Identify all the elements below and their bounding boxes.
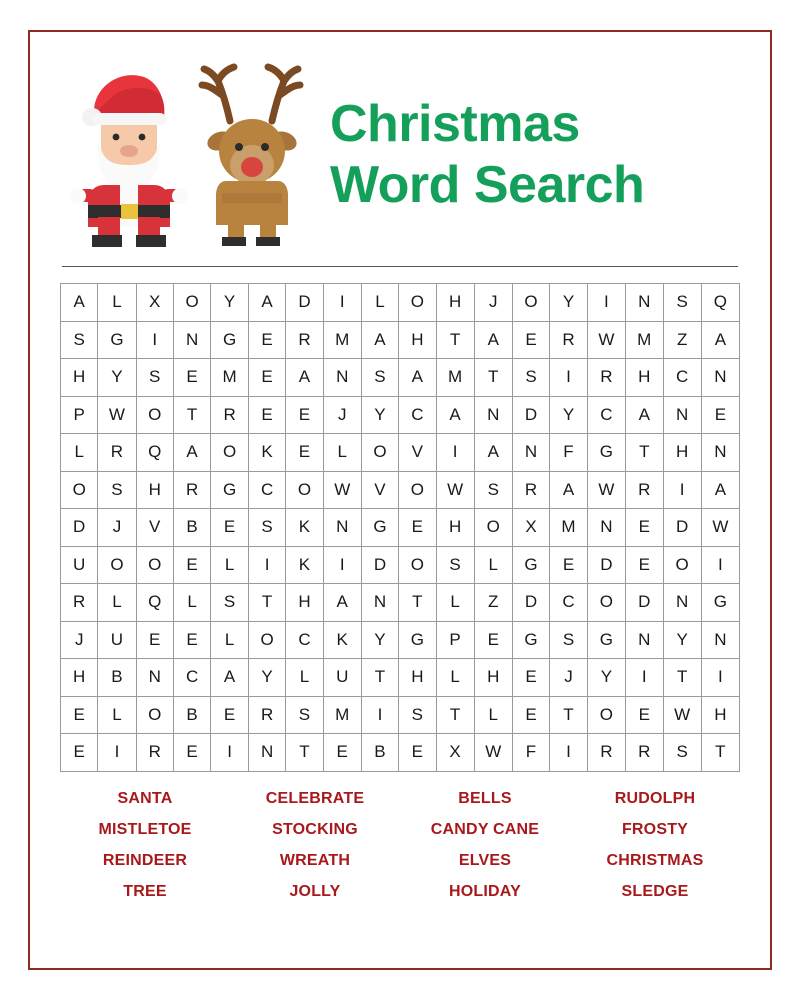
grid-cell[interactable]: E <box>61 696 98 734</box>
grid-cell[interactable]: G <box>587 621 625 659</box>
grid-cell[interactable]: K <box>286 509 323 547</box>
grid-cell[interactable]: T <box>248 584 285 622</box>
grid-cell[interactable]: G <box>512 546 549 584</box>
grid-cell[interactable]: Y <box>550 396 588 434</box>
grid-cell[interactable]: I <box>587 284 625 322</box>
grid-cell[interactable]: N <box>136 659 173 697</box>
grid-cell[interactable]: G <box>587 434 625 472</box>
grid-cell[interactable]: D <box>286 284 323 322</box>
grid-cell[interactable]: O <box>587 696 625 734</box>
grid-cell[interactable]: T <box>399 584 436 622</box>
grid-cell[interactable]: C <box>399 396 436 434</box>
word-search-grid-wrapper <box>60 283 740 772</box>
grid-cell[interactable]: R <box>61 584 98 622</box>
grid-cell[interactable]: T <box>550 696 588 734</box>
grid-cell[interactable]: E <box>173 621 210 659</box>
santa-icon <box>68 65 188 255</box>
grid-cell[interactable]: N <box>663 584 701 622</box>
grid-row <box>61 546 740 584</box>
grid-cell[interactable]: A <box>625 396 663 434</box>
grid-cell[interactable]: N <box>323 509 361 547</box>
grid-cell[interactable]: X <box>136 284 173 322</box>
grid-cell[interactable]: E <box>286 396 323 434</box>
grid-cell[interactable]: S <box>436 546 474 584</box>
grid-cell[interactable]: K <box>286 546 323 584</box>
grid-row <box>61 359 740 397</box>
word-list-item[interactable]: JOLLY <box>289 882 341 900</box>
grid-cell[interactable]: V <box>361 471 398 509</box>
grid-cell[interactable]: R <box>587 734 625 772</box>
grid-cell[interactable]: M <box>323 696 361 734</box>
grid-cell[interactable]: R <box>512 471 549 509</box>
grid-cell[interactable]: O <box>136 546 173 584</box>
grid-cell[interactable]: L <box>61 434 98 472</box>
word-list-item[interactable]: FROSTY <box>621 820 689 838</box>
grid-cell[interactable]: E <box>211 696 249 734</box>
grid-cell[interactable]: W <box>474 734 512 772</box>
grid-cell[interactable]: U <box>323 659 361 697</box>
grid-cell[interactable]: J <box>474 284 512 322</box>
grid-cell[interactable]: O <box>173 284 210 322</box>
grid-cell[interactable]: S <box>663 284 701 322</box>
grid-cell[interactable]: A <box>701 471 739 509</box>
grid-cell[interactable]: D <box>587 546 625 584</box>
grid-cell[interactable]: L <box>98 284 136 322</box>
grid-cell[interactable]: H <box>61 659 98 697</box>
grid-cell[interactable]: C <box>286 621 323 659</box>
grid-cell[interactable]: T <box>625 434 663 472</box>
grid-cell[interactable]: U <box>61 546 98 584</box>
grid-cell[interactable]: E <box>399 509 436 547</box>
grid-cell[interactable]: S <box>550 621 588 659</box>
grid-cell[interactable]: O <box>474 509 512 547</box>
grid-row <box>61 396 740 434</box>
grid-cell[interactable]: R <box>211 396 249 434</box>
grid-cell[interactable]: C <box>248 471 285 509</box>
grid-cell[interactable]: S <box>136 359 173 397</box>
grid-cell[interactable]: H <box>136 471 173 509</box>
word-list-item[interactable]: ELVES <box>458 851 512 869</box>
grid-cell[interactable]: F <box>512 734 549 772</box>
word-list-item[interactable]: HOLIDAY <box>449 882 521 900</box>
grid-cell[interactable]: J <box>98 509 136 547</box>
grid-cell[interactable]: I <box>323 546 361 584</box>
grid-cell[interactable]: M <box>625 321 663 359</box>
grid-cell[interactable]: N <box>701 621 739 659</box>
grid-cell[interactable]: N <box>625 621 663 659</box>
grid-cell[interactable]: M <box>550 509 588 547</box>
grid-cell[interactable]: N <box>701 434 739 472</box>
word-list <box>60 790 740 901</box>
grid-cell[interactable]: O <box>399 284 436 322</box>
grid-cell[interactable]: Z <box>474 584 512 622</box>
grid-cell[interactable]: Q <box>136 584 173 622</box>
grid-cell[interactable]: T <box>474 359 512 397</box>
grid-cell[interactable]: O <box>98 546 136 584</box>
header-divider <box>62 266 738 267</box>
grid-cell[interactable]: D <box>512 396 549 434</box>
grid-cell[interactable]: G <box>361 509 398 547</box>
grid-cell[interactable]: E <box>173 734 210 772</box>
grid-cell[interactable]: H <box>286 584 323 622</box>
grid-cell[interactable]: Y <box>587 659 625 697</box>
grid-cell[interactable]: E <box>248 359 285 397</box>
grid-row <box>61 621 740 659</box>
grid-cell[interactable]: E <box>136 621 173 659</box>
grid-cell[interactable]: G <box>399 621 436 659</box>
grid-cell[interactable]: E <box>173 359 210 397</box>
grid-cell[interactable]: R <box>550 321 588 359</box>
grid-cell[interactable]: N <box>173 321 210 359</box>
grid-cell[interactable]: O <box>399 546 436 584</box>
grid-cell[interactable]: I <box>701 659 739 697</box>
word-list-item[interactable]: REINDEER <box>102 851 188 869</box>
grid-cell[interactable]: I <box>323 284 361 322</box>
grid-cell[interactable]: Y <box>211 284 249 322</box>
word-list-item[interactable]: RUDOLPH <box>614 789 696 807</box>
grid-cell[interactable]: E <box>625 546 663 584</box>
grid-cell[interactable]: S <box>286 696 323 734</box>
word-list-item[interactable]: CHRISTMAS <box>606 851 704 869</box>
grid-cell[interactable]: K <box>248 434 285 472</box>
grid-cell[interactable]: H <box>399 321 436 359</box>
grid-cell[interactable]: O <box>512 284 549 322</box>
grid-cell[interactable]: J <box>323 396 361 434</box>
grid-row <box>61 434 740 472</box>
grid-cell[interactable]: F <box>550 434 588 472</box>
grid-cell[interactable]: N <box>323 359 361 397</box>
grid-cell[interactable]: L <box>286 659 323 697</box>
grid-cell[interactable]: D <box>625 584 663 622</box>
grid-cell[interactable]: I <box>361 696 398 734</box>
mascot-group <box>68 55 312 255</box>
grid-cell[interactable]: S <box>474 471 512 509</box>
grid-row <box>61 321 740 359</box>
title-line-2: Word Search <box>330 156 645 214</box>
grid-cell[interactable]: W <box>663 696 701 734</box>
grid-cell[interactable]: H <box>399 659 436 697</box>
grid-cell[interactable]: H <box>61 359 98 397</box>
grid-cell[interactable]: E <box>248 396 285 434</box>
grid-cell[interactable]: G <box>98 321 136 359</box>
grid-cell[interactable]: D <box>512 584 549 622</box>
grid-cell[interactable]: L <box>436 584 474 622</box>
grid-cell[interactable]: L <box>98 584 136 622</box>
grid-cell[interactable]: Y <box>361 621 398 659</box>
word-list-item[interactable]: TREE <box>123 882 167 900</box>
grid-cell[interactable]: O <box>136 696 173 734</box>
grid-cell[interactable]: L <box>436 659 474 697</box>
grid-cell[interactable]: I <box>136 321 173 359</box>
grid-cell[interactable]: E <box>512 659 549 697</box>
grid-cell[interactable]: E <box>474 621 512 659</box>
grid-cell[interactable]: E <box>512 696 549 734</box>
word-list-item[interactable]: SANTA <box>117 789 173 807</box>
grid-cell[interactable]: E <box>399 734 436 772</box>
grid-cell[interactable]: S <box>98 471 136 509</box>
grid-cell[interactable]: H <box>663 434 701 472</box>
grid-cell[interactable]: L <box>211 621 249 659</box>
grid-cell[interactable]: O <box>286 471 323 509</box>
grid-cell[interactable]: H <box>436 509 474 547</box>
grid-cell[interactable]: R <box>173 471 210 509</box>
grid-cell[interactable]: G <box>701 584 739 622</box>
grid-cell[interactable]: B <box>98 659 136 697</box>
grid-cell[interactable]: C <box>587 396 625 434</box>
page-title <box>312 94 740 217</box>
grid-cell[interactable]: E <box>512 321 549 359</box>
grid-cell[interactable]: R <box>625 471 663 509</box>
grid-cell[interactable]: U <box>98 621 136 659</box>
grid-cell[interactable]: A <box>550 471 588 509</box>
grid-cell[interactable]: I <box>701 546 739 584</box>
grid-cell[interactable]: O <box>663 546 701 584</box>
grid-cell[interactable]: N <box>625 284 663 322</box>
grid-cell[interactable]: Q <box>701 284 739 322</box>
grid-cell[interactable]: W <box>587 471 625 509</box>
grid-cell[interactable]: I <box>550 359 588 397</box>
grid-cell[interactable]: E <box>211 509 249 547</box>
grid-cell[interactable]: M <box>211 359 249 397</box>
grid-cell[interactable]: Y <box>98 359 136 397</box>
grid-cell[interactable]: W <box>98 396 136 434</box>
grid-cell[interactable]: A <box>399 359 436 397</box>
grid-cell[interactable]: A <box>474 434 512 472</box>
grid-cell[interactable]: I <box>550 734 588 772</box>
grid-cell[interactable]: E <box>625 696 663 734</box>
grid-cell[interactable]: B <box>361 734 398 772</box>
grid-cell[interactable]: A <box>286 359 323 397</box>
grid-cell[interactable]: N <box>512 434 549 472</box>
worksheet-frame <box>28 30 772 970</box>
grid-cell[interactable]: A <box>173 434 210 472</box>
grid-cell[interactable]: T <box>361 659 398 697</box>
title-line-1: Christmas <box>330 94 580 153</box>
grid-cell[interactable]: A <box>361 321 398 359</box>
grid-cell[interactable]: B <box>173 509 210 547</box>
grid-cell[interactable]: K <box>323 621 361 659</box>
grid-cell[interactable]: A <box>474 321 512 359</box>
grid-cell[interactable]: T <box>436 321 474 359</box>
grid-cell[interactable]: G <box>512 621 549 659</box>
grid-cell[interactable]: S <box>663 734 701 772</box>
grid-cell[interactable]: A <box>248 284 285 322</box>
grid-cell[interactable]: L <box>474 546 512 584</box>
grid-cell[interactable]: N <box>663 396 701 434</box>
grid-cell[interactable]: Y <box>248 659 285 697</box>
word-list-item[interactable]: SLEDGE <box>621 882 689 900</box>
grid-cell[interactable]: C <box>173 659 210 697</box>
grid-cell[interactable]: T <box>173 396 210 434</box>
grid-cell[interactable]: R <box>286 321 323 359</box>
grid-cell[interactable]: W <box>587 321 625 359</box>
grid-cell[interactable]: I <box>248 546 285 584</box>
grid-cell[interactable]: L <box>98 696 136 734</box>
grid-cell[interactable]: S <box>512 359 549 397</box>
grid-cell[interactable]: C <box>550 584 588 622</box>
grid-cell[interactable]: G <box>211 321 249 359</box>
grid-cell[interactable]: A <box>61 284 98 322</box>
reindeer-icon <box>192 55 312 255</box>
grid-cell[interactable]: H <box>625 359 663 397</box>
grid-cell[interactable]: W <box>323 471 361 509</box>
grid-row <box>61 734 740 772</box>
grid-cell[interactable]: L <box>323 434 361 472</box>
grid-cell[interactable]: V <box>136 509 173 547</box>
grid-cell[interactable]: R <box>248 696 285 734</box>
grid-cell[interactable]: G <box>211 471 249 509</box>
grid-row <box>61 659 740 697</box>
grid-cell[interactable]: N <box>361 584 398 622</box>
word-search-grid <box>60 283 740 772</box>
grid-cell[interactable]: O <box>61 471 98 509</box>
grid-cell[interactable]: A <box>701 321 739 359</box>
grid-cell[interactable]: Y <box>361 396 398 434</box>
grid-cell[interactable]: T <box>701 734 739 772</box>
word-list-item[interactable]: BELLS <box>458 789 512 807</box>
grid-cell[interactable]: R <box>136 734 173 772</box>
grid-cell[interactable]: M <box>323 321 361 359</box>
grid-cell[interactable]: S <box>61 321 98 359</box>
grid-cell[interactable]: I <box>211 734 249 772</box>
grid-cell[interactable]: A <box>436 396 474 434</box>
grid-cell[interactable]: J <box>550 659 588 697</box>
grid-cell[interactable]: M <box>436 359 474 397</box>
grid-cell[interactable]: H <box>436 284 474 322</box>
grid-cell[interactable]: X <box>512 509 549 547</box>
grid-cell[interactable]: E <box>173 546 210 584</box>
grid-cell[interactable]: E <box>625 509 663 547</box>
grid-cell[interactable]: V <box>399 434 436 472</box>
grid-cell[interactable]: L <box>173 584 210 622</box>
grid-cell[interactable]: J <box>61 621 98 659</box>
grid-cell[interactable]: S <box>361 359 398 397</box>
grid-body <box>61 284 740 772</box>
word-list-item[interactable]: STOCKING <box>272 820 358 838</box>
grid-row <box>61 509 740 547</box>
grid-cell[interactable]: E <box>61 734 98 772</box>
grid-cell[interactable]: B <box>173 696 210 734</box>
word-list-item[interactable]: CANDY CANE <box>430 820 540 838</box>
grid-cell[interactable]: O <box>587 584 625 622</box>
grid-cell[interactable]: O <box>136 396 173 434</box>
grid-cell[interactable]: C <box>663 359 701 397</box>
grid-cell[interactable]: D <box>361 546 398 584</box>
grid-cell[interactable]: A <box>211 659 249 697</box>
grid-cell[interactable]: I <box>436 434 474 472</box>
header <box>60 50 740 260</box>
grid-cell[interactable]: E <box>248 321 285 359</box>
grid-cell[interactable]: L <box>211 546 249 584</box>
grid-cell[interactable]: P <box>61 396 98 434</box>
grid-cell[interactable]: N <box>474 396 512 434</box>
grid-cell[interactable]: W <box>436 471 474 509</box>
word-list-item[interactable]: MISTLETOE <box>98 820 192 838</box>
grid-cell[interactable]: T <box>436 696 474 734</box>
grid-cell[interactable]: R <box>625 734 663 772</box>
grid-cell[interactable]: O <box>399 471 436 509</box>
word-list-item[interactable]: CELEBRATE <box>265 789 365 807</box>
grid-row <box>61 471 740 509</box>
grid-cell[interactable]: E <box>550 546 588 584</box>
grid-cell[interactable]: T <box>663 659 701 697</box>
grid-cell[interactable]: O <box>361 434 398 472</box>
grid-cell[interactable]: A <box>323 584 361 622</box>
grid-cell[interactable]: H <box>701 696 739 734</box>
grid-cell[interactable]: N <box>701 359 739 397</box>
grid-cell[interactable]: I <box>98 734 136 772</box>
grid-cell[interactable]: Y <box>550 284 588 322</box>
grid-cell[interactable]: W <box>701 509 739 547</box>
grid-cell[interactable]: O <box>211 434 249 472</box>
grid-cell[interactable]: I <box>663 471 701 509</box>
word-list-item[interactable]: WREATH <box>279 851 351 869</box>
grid-row <box>61 284 740 322</box>
grid-cell[interactable]: D <box>61 509 98 547</box>
grid-cell[interactable]: P <box>436 621 474 659</box>
grid-cell[interactable]: R <box>98 434 136 472</box>
grid-cell[interactable]: I <box>625 659 663 697</box>
grid-cell[interactable]: Z <box>663 321 701 359</box>
grid-cell[interactable]: R <box>587 359 625 397</box>
grid-row <box>61 584 740 622</box>
grid-cell[interactable]: N <box>587 509 625 547</box>
grid-cell[interactable]: Y <box>663 621 701 659</box>
grid-cell[interactable]: S <box>399 696 436 734</box>
grid-cell[interactable]: Q <box>136 434 173 472</box>
grid-row <box>61 696 740 734</box>
grid-cell[interactable]: D <box>663 509 701 547</box>
grid-cell[interactable]: E <box>323 734 361 772</box>
grid-cell[interactable]: E <box>701 396 739 434</box>
grid-cell[interactable]: S <box>248 509 285 547</box>
grid-cell[interactable]: E <box>286 434 323 472</box>
grid-cell[interactable]: L <box>474 696 512 734</box>
grid-cell[interactable]: X <box>436 734 474 772</box>
grid-cell[interactable]: H <box>474 659 512 697</box>
grid-cell[interactable]: O <box>248 621 285 659</box>
grid-cell[interactable]: N <box>248 734 285 772</box>
grid-cell[interactable]: T <box>286 734 323 772</box>
grid-cell[interactable]: L <box>361 284 398 322</box>
grid-cell[interactable]: S <box>211 584 249 622</box>
